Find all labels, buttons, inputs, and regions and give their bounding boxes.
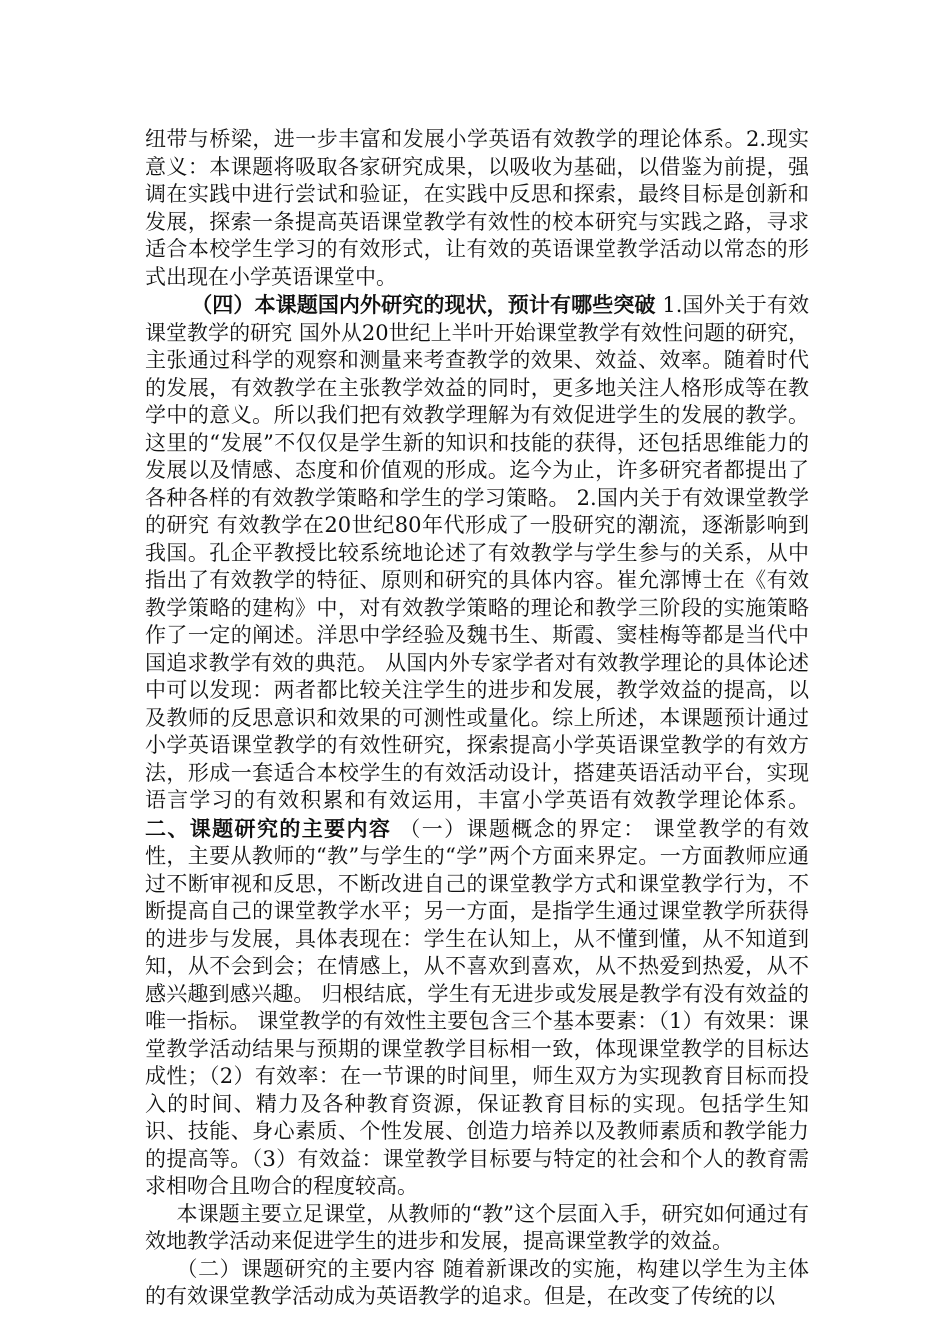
paragraph-research-status — [145, 291, 809, 1201]
document-page — [145, 126, 809, 1311]
concept-definition-body: （一）课题概念的界定： 课堂教学的有效性，主要从教师的“教”与学生的“学”两个方面来界定。一方面教师应通过不断审视和反思，不断改进自己的课堂教学方式和课堂教学行为，不断提高自己的课堂教学水平；另一方面，是指学生通过课堂教学所获得的进步与发展，具体表现在：学生在认知上，从不懂到懂，从不知道到知，从不会到会；在情感上，从不喜欢到喜欢，从不热爱到热爱，从不感兴趣到感兴趣。 归根结底，学生有无进步或发展是教学有没有效益的唯一指标。 课堂教学的有效性主要包含三个基本要素：（1）有效果：课堂教学活动结果与预期的课堂教学目标相一致，体现课堂教学的目标达成性；（2）有效率：在一节课的时间里，师生双方为实现教育目标而投入的时间、精力及各种教育资源，保证教育目标的实现。包括学生知识、技能、身心素质、个性发展、创造力培养以及教师素质和教学能力的提高等。（3）有效益：课堂教学目标要与特定的社会和个人的教育需求相吻合且吻合的程度较高。 — [145, 816, 810, 1198]
paragraph-main-content: （二）课题研究的主要内容 随着新课改的实施，构建以学生为主体的有效课堂教学活动成为英语教学的追求。但是，在改变了传统的以 — [145, 1256, 809, 1308]
paragraph-focus: 本课题主要立足课堂，从教师的“教”这个层面入手，研究如何通过有效地教学活动来促进学生的进步和发展，提高课堂教学的效益。 — [145, 1201, 809, 1253]
research-status-body: 1.国外关于有效课堂教学的研究 国外从20世纪上半叶开始课堂教学有效性问题的研究，主张通过科学的观察和测量来考查教学的效果、效益、效率。随着时代的发展，有效教学在主张教学效益的同时，更多地关注人格形成等在教学中的意义。所以我们把有效教学理解为有效促进学生的发展的教学。这里的“发展”不仅仅是学生新的知识和技能的获得，还包括思维能力的发展以及情感、态度和价值观的形成。迄今为止，许多研究者都提出了各种各样的有效教学策略和学生的学习策略。 2.国内关于有效课堂教学的研究 有效教学在20世纪80年代形成了一股研究的潮流，逐渐影响到我国。孔企平教授比较系统地论述了有效教学与学生参与的关系，从中指出了有效教学的特征、原则和研究的具体内容。崔允漷博士在《有效教学策略的建构》中，对有效教学策略的理论和教学三阶段的实施策略作了一定的阐述。洋思中学经验及魏书生、斯霞、窦桂梅等都是当代中国追求教学有效的典范。 从国内外专家学者对有效教学理论的具体论述中可以发现：两者都比较关注学生的进步和发展，教学效益的提高，以及教师的反思意识和效果的可测性或量化。综上所述，本课题预计通过小学英语课堂教学的有效性研究，探索提高小学英语课堂教学的有效方法，形成一套适合本校学生的有效活动设计，搭建英语活动平台，实现语言学习的有效积累和有效运用，丰富小学英语有效教学理论体系。 — [145, 293, 810, 812]
paragraph-significance: 纽带与桥梁，进一步丰富和发展小学英语有效教学的理论体系。2.现实意义：本课题将吸取各家研究成果，以吸收为基础，以借鉴为前提，强调在实践中进行尝试和验证，在实践中反思和探索，最终目标是创新和发展，探索一条提高英语课堂教学有效性的校本研究与实践之路，寻求适合本校学生学习的有效形式，让有效的英语课堂教学活动以常态的形式出现在小学英语课堂中。 — [145, 127, 809, 289]
section-heading-research-status: （四）本课题国内外研究的现状，预计有哪些突破 — [191, 292, 656, 317]
section-heading-main-content: 二、课题研究的主要内容 — [145, 815, 392, 841]
